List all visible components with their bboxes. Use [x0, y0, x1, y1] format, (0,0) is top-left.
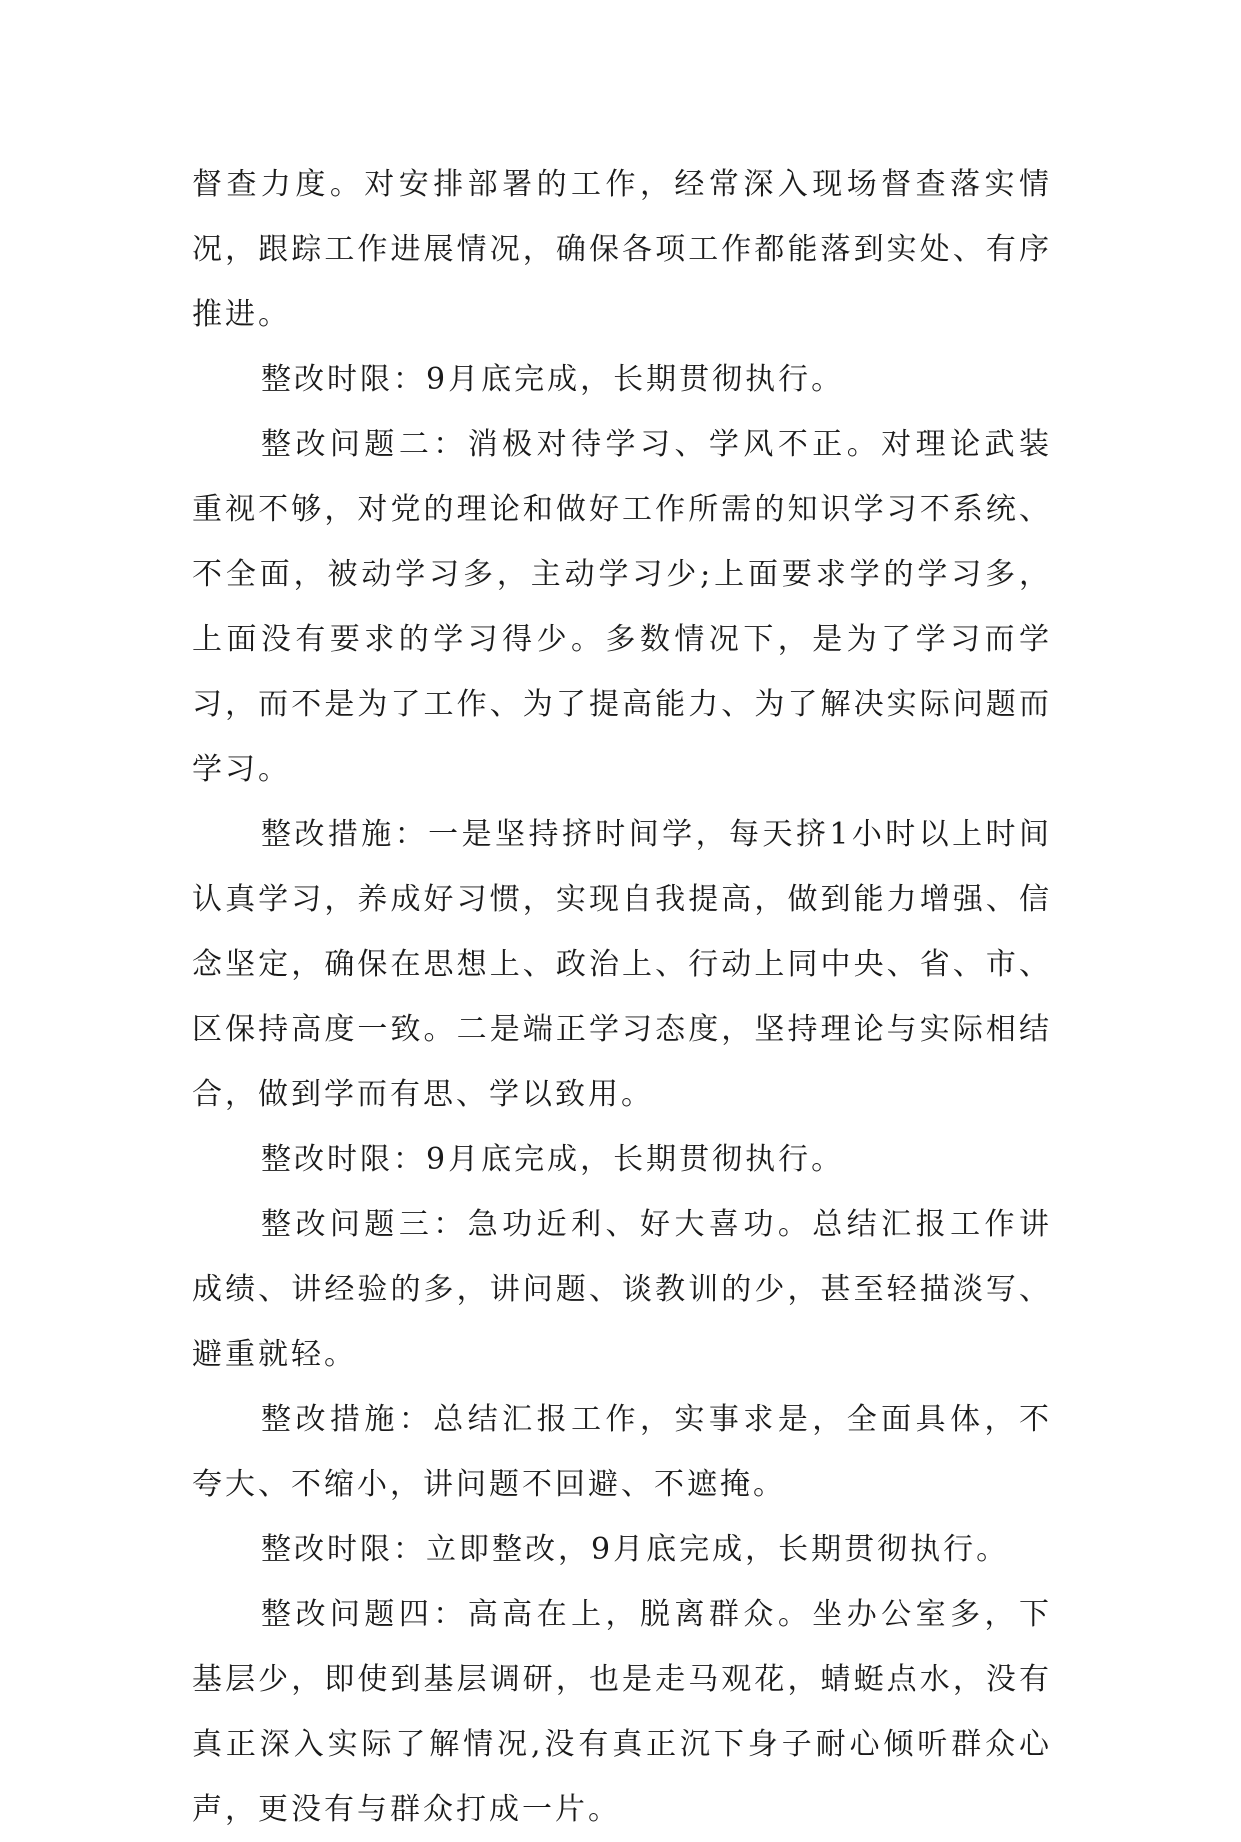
paragraph-measures-3: 整改措施：总结汇报工作，实事求是，全面具体，不夸大、不缩小，讲问题不回避、不遮掩。 — [192, 1402, 1052, 1502]
paragraph-issue-4: 整改问题四：高高在上，脱离群众。坐办公室多，下基层少，即使到基层调研，也是走马观花，蜻蜓点水，没有真正深入实际了解情况,没有真正沉下身子耐心倾听群众心声，更没有与群众打成一片。 — [192, 1597, 1052, 1827]
paragraph-issue-2: 整改问题二：消极对待学习、学风不正。对理论武装重视不够，对党的理论和做好工作所需的知识学习不系统、不全面，被动学习多，主动学习少;上面要求学的学习多，上面没有要求的学习得少。多数情况下，是为了学习而学习，而不是为了工作、为了提高能力、为了解决实际问题而学习。 — [192, 427, 1052, 787]
paragraph-deadline-3: 整改时限：立即整改，9月底完成，长期贯彻执行。 — [261, 1532, 1010, 1567]
paragraph-deadline-2: 整改时限：9月底完成，长期贯彻执行。 — [261, 1142, 845, 1177]
paragraph-continued: 督查力度。对安排部署的工作，经常深入现场督查落实情况，跟踪工作进展情况，确保各项工作都能落到实处、有序推进。 — [192, 167, 1052, 332]
paragraph-measures-2: 整改措施：一是坚持挤时间学，每天挤1小时以上时间认真学习，养成好习惯，实现自我提高，做到能力增强、信念坚定，确保在思想上、政治上、行动上同中央、省、市、区保持高度一致。二是端正学习态度，坚持理论与实际相结合，做到学而有思、学以致用。 — [192, 817, 1052, 1112]
document-body — [192, 152, 1052, 1842]
paragraph-deadline-1: 整改时限：9月底完成，长期贯彻执行。 — [261, 362, 845, 397]
paragraph-issue-3: 整改问题三：急功近利、好大喜功。总结汇报工作讲成绩、讲经验的多，讲问题、谈教训的少，甚至轻描淡写、避重就轻。 — [192, 1207, 1052, 1372]
